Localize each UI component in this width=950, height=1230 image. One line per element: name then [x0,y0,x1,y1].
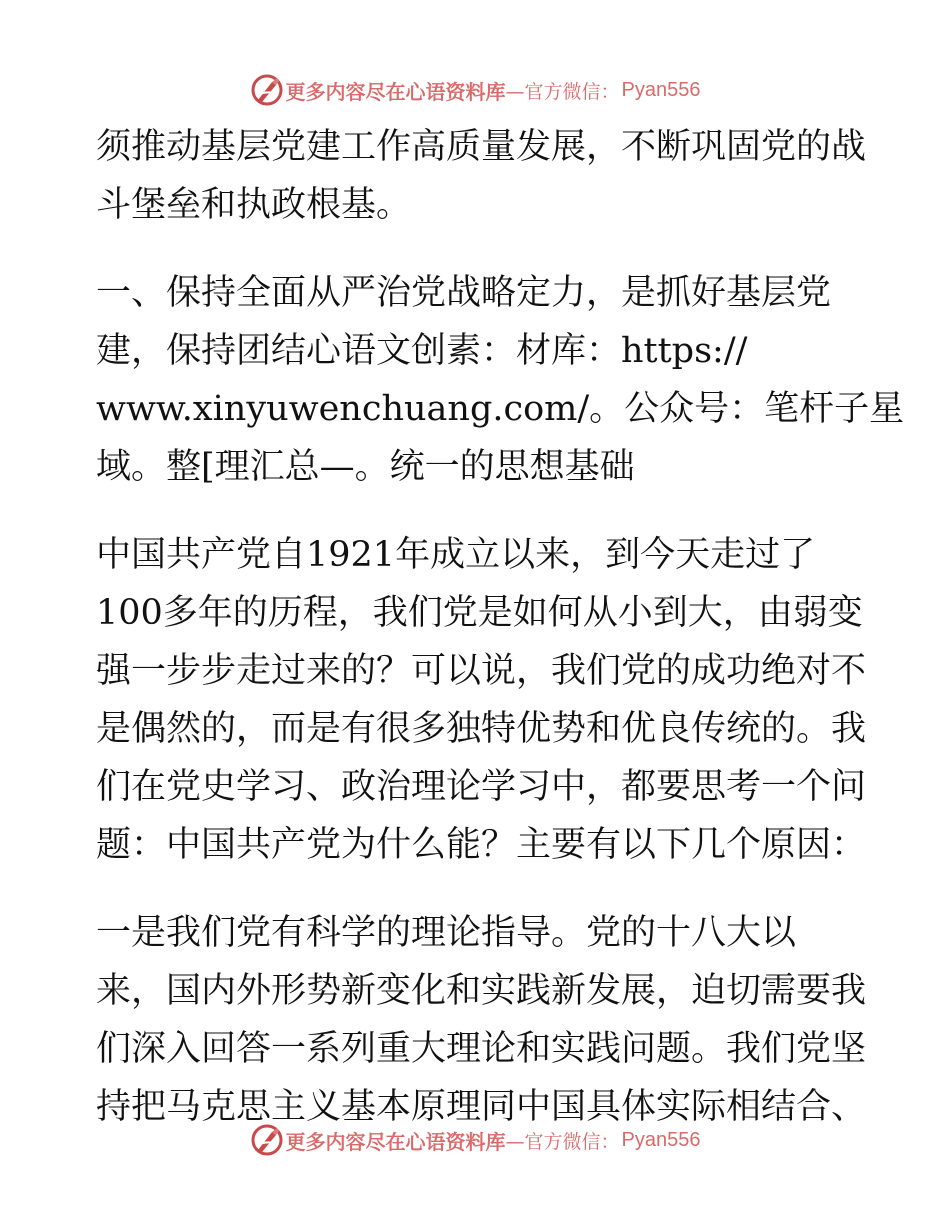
paragraph-4 [96,904,867,1136]
text-line: 斗堡垒和执政根基。 [96,185,412,225]
text-line: 来，国内外形势新变化和实践新发展，迫切需要我 [96,971,867,1011]
text-line: 须推动基层党建工作高质量发展，不断巩固党的战 [96,127,867,167]
header-banner [0,72,950,108]
pen-logo-icon [250,73,284,107]
banner-wechat-label: —官方微信： [505,1130,620,1153]
text-line: 强一步步走过来的？可以说，我们党的成功绝对不 [96,651,867,691]
paragraph-3 [96,526,867,874]
text-line: www.xinyuwenchuang.com/。公众号：笔杆子星 [96,389,905,429]
text-line: 100多年的历程，我们党是如何从小到大，由弱变 [96,593,863,633]
banner-wechat-label: —官方微信： [505,80,620,103]
text-line: 建，保持团结心语文创素：材库：https:// [96,331,748,371]
banner-site-name: 更多内容尽在心语资料库 [285,1129,506,1154]
text-line: 域。整[理汇总—。统一的思想基础 [96,447,635,487]
text-line: 们深入回答一系列重大理论和实践问题。我们党坚 [96,1029,867,1069]
text-line: 们在党史学习、政治理论学习中，都要思考一个问 [96,767,867,807]
text-line: 一、保持全面从严治党战略定力，是抓好基层党 [96,273,832,313]
text-line: 持把马克思主义基本原理同中国具体实际相结合、 [96,1087,867,1127]
text-line: 一是我们党有科学的理论指导。党的十八大以 [96,913,797,953]
text-line: 是偶然的，而是有很多独特优势和优良传统的。我 [96,709,867,749]
banner-site-name: 更多内容尽在心语资料库 [285,79,506,104]
paragraph-2 [96,264,905,496]
text-line: 中国共产党自1921年成立以来，到今天走过了 [96,535,816,575]
banner-wechat-id: Pyan556 [621,1128,701,1151]
document-body [96,118,905,1136]
paragraph-1 [96,118,867,234]
banner-wechat-id: Pyan556 [621,78,701,101]
text-line: 题：中国共产党为什么能？主要有以下几个原因： [96,825,867,865]
pen-logo-icon [250,1123,284,1157]
footer-banner [0,1122,950,1158]
